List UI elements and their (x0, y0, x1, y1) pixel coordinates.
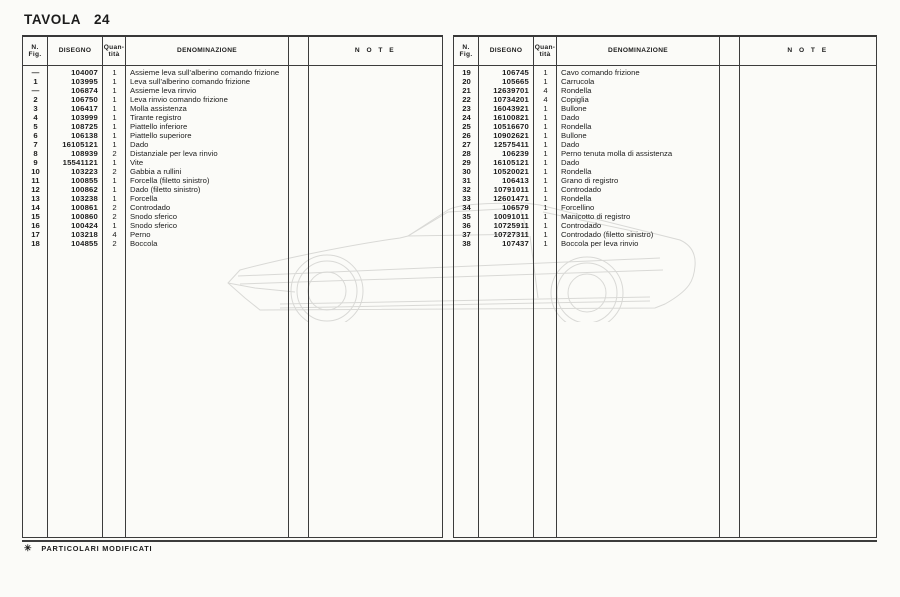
quantity: 1 (112, 113, 117, 122)
part-name: Snodo sferico (130, 212, 178, 221)
quantity: 2 (112, 203, 117, 212)
table-row (23, 86, 442, 95)
fig-number: 1 (33, 77, 38, 86)
fig-number: 27 (462, 140, 471, 149)
quantity: 4 (543, 86, 548, 95)
part-name: Boccola per leva rinvio (561, 239, 639, 248)
part-number: 106579 (502, 203, 529, 212)
part-number: 10091011 (493, 212, 529, 221)
part-name: Dado (561, 158, 580, 167)
table-row (23, 104, 442, 113)
quantity: 1 (543, 212, 548, 221)
part-number: 16100821 (493, 113, 529, 122)
table-row (23, 140, 442, 149)
quantity: 1 (543, 104, 548, 113)
quantity: 1 (543, 131, 548, 140)
quantity: 1 (543, 221, 548, 230)
quantity: 4 (543, 95, 548, 104)
part-name: Copiglia (561, 95, 589, 104)
part-name: Controdado (561, 221, 602, 230)
part-number: 103218 (71, 230, 98, 239)
part-name: Bullone (561, 131, 587, 140)
table-row (23, 149, 442, 158)
part-number: 16105121 (493, 158, 529, 167)
quantity: 4 (112, 230, 117, 239)
part-number: 12601471 (493, 194, 529, 203)
fig-number: 4 (33, 113, 38, 122)
part-name: Distanziale per leva rinvio (130, 149, 218, 158)
fig-number: 30 (462, 167, 471, 176)
table-row (454, 176, 876, 185)
fig-number: 3 (33, 104, 38, 113)
fig-number: 17 (31, 230, 40, 239)
part-name: Gabbia a rullini (130, 167, 182, 176)
part-name: Perno tenuta molla di assistenza (561, 149, 673, 158)
part-name: Rondella (561, 194, 592, 203)
table-row (23, 122, 442, 131)
quantity: 1 (543, 239, 548, 248)
quantity: 1 (543, 176, 548, 185)
table-header (23, 37, 442, 66)
header-note: N O T E (787, 47, 829, 55)
fig-number: — (31, 68, 40, 77)
part-name: Piattello inferiore (130, 122, 188, 131)
part-name: Carrucola (561, 77, 595, 86)
part-number: 105665 (502, 77, 529, 86)
part-name: Rondella (561, 122, 592, 131)
part-name: Manicotto di registro (561, 212, 631, 221)
part-name: Rondella (561, 86, 592, 95)
part-number: 100860 (71, 212, 98, 221)
part-name: Forcella (filetto sinistro) (130, 176, 210, 185)
part-number: 12639701 (493, 86, 529, 95)
fig-number: — (31, 86, 40, 95)
part-number: 104855 (71, 239, 98, 248)
part-name: Forcellino (561, 203, 595, 212)
header-denominazione: DENOMINAZIONE (557, 37, 720, 65)
quantity: 1 (112, 221, 117, 230)
part-number: 100424 (71, 221, 98, 230)
page-bottom-rule (22, 540, 877, 542)
quantity: 1 (543, 77, 548, 86)
part-name: Molla assistenza (130, 104, 187, 113)
quantity: 1 (112, 95, 117, 104)
quantity: 1 (112, 194, 117, 203)
fig-number: 29 (462, 158, 471, 167)
header-disegno: DISEGNO (479, 37, 534, 65)
quantity: 1 (112, 140, 117, 149)
part-number: 108939 (71, 149, 98, 158)
fig-number: 16 (31, 221, 40, 230)
quantity: 1 (543, 185, 548, 194)
quantity: 1 (112, 86, 117, 95)
part-name: Controdado (561, 185, 602, 194)
fig-number: 2 (33, 95, 38, 104)
quantity: 1 (543, 113, 548, 122)
table-row (23, 185, 442, 194)
part-name: Controdado (filetto sinistro) (561, 230, 654, 239)
part-name: Bullone (561, 104, 587, 113)
quantity: 1 (543, 167, 548, 176)
quantity: 1 (543, 122, 548, 131)
fig-number: 23 (462, 104, 471, 113)
table-rows-right (454, 68, 876, 248)
table-row (454, 158, 876, 167)
table-row (23, 212, 442, 221)
table-row (23, 158, 442, 167)
fig-number: 32 (462, 185, 471, 194)
fig-number: 15 (31, 212, 40, 221)
table-row (454, 122, 876, 131)
part-number: 10791011 (493, 185, 529, 194)
part-number: 100861 (71, 203, 98, 212)
fig-number: 12 (31, 185, 40, 194)
table-row (23, 113, 442, 122)
header-blank (289, 37, 309, 65)
table-row (23, 230, 442, 239)
part-number: 107437 (502, 239, 529, 248)
table-row (454, 239, 876, 248)
part-number: 103995 (71, 77, 98, 86)
part-name: Controdado (130, 203, 171, 212)
fig-number: 34 (462, 203, 471, 212)
table-row (23, 203, 442, 212)
part-number: 10520021 (493, 167, 529, 176)
part-number: 108725 (71, 122, 98, 131)
fig-number: 18 (31, 239, 40, 248)
quantity: 2 (112, 212, 117, 221)
quantity: 1 (112, 176, 117, 185)
part-name: Vite (130, 158, 144, 167)
table-row (23, 194, 442, 203)
part-name: Assieme leva rinvio (130, 86, 197, 95)
fig-number: 14 (31, 203, 40, 212)
fig-number: 37 (462, 230, 471, 239)
table-row (454, 185, 876, 194)
fig-number: 28 (462, 149, 471, 158)
table-row (23, 176, 442, 185)
parts-table-right (453, 35, 877, 538)
quantity: 2 (112, 149, 117, 158)
part-name: Assieme leva sull’alberino comando frizione (130, 68, 280, 77)
part-number: 104007 (71, 68, 98, 77)
fig-number: 5 (33, 122, 38, 131)
fig-number: 21 (462, 86, 471, 95)
part-name: Boccola (130, 239, 158, 248)
table-row (454, 230, 876, 239)
part-number: 106413 (502, 176, 529, 185)
fig-number: 7 (33, 140, 38, 149)
header-denominazione: DENOMINAZIONE (126, 37, 289, 65)
part-name: Leva sull’alberino comando frizione (130, 77, 251, 86)
parts-table-left (22, 35, 443, 538)
quantity: 1 (543, 140, 548, 149)
table-row (23, 221, 442, 230)
header-fig: N. Fig. (454, 37, 479, 65)
quantity: 1 (112, 122, 117, 131)
part-number: 106239 (502, 149, 529, 158)
quantity: 1 (112, 158, 117, 167)
quantity: 1 (112, 185, 117, 194)
part-number: 106750 (71, 95, 98, 104)
part-number: 10902621 (493, 131, 529, 140)
header-disegno: DISEGNO (48, 37, 103, 65)
quantity: 1 (543, 68, 548, 77)
header-fig: N. Fig. (23, 37, 48, 65)
part-number: 106745 (502, 68, 529, 77)
fig-number: 19 (462, 68, 471, 77)
part-number: 10727311 (493, 230, 529, 239)
quantity: 2 (112, 239, 117, 248)
header-blank (720, 37, 740, 65)
fig-number: 6 (33, 131, 38, 140)
table-row (23, 131, 442, 140)
table-row (23, 95, 442, 104)
fig-number: 36 (462, 221, 471, 230)
part-name: Cavo comando frizione (561, 68, 640, 77)
part-number: 15541121 (62, 158, 98, 167)
part-name: Forcella (130, 194, 158, 203)
table-row (23, 167, 442, 176)
header-note: N O T E (354, 47, 397, 55)
fig-number: 33 (462, 194, 471, 203)
table-row (454, 167, 876, 176)
part-name: Snodo sferico (130, 221, 178, 230)
fig-number: 25 (462, 122, 471, 131)
header-quantita: Quan- tità (534, 37, 557, 65)
part-number: 10516670 (493, 122, 529, 131)
fig-number: 26 (462, 131, 471, 140)
part-number: 100862 (71, 185, 98, 194)
table-header (454, 37, 876, 66)
quantity: 1 (543, 203, 548, 212)
table-row (454, 149, 876, 158)
part-name: Leva rinvio comando frizione (130, 95, 228, 104)
table-row (23, 77, 442, 86)
table-row (454, 95, 876, 104)
part-name: Perno (130, 230, 151, 239)
part-name: Piattello superiore (130, 131, 192, 140)
quantity: 1 (543, 194, 548, 203)
table-row (454, 203, 876, 212)
table-row (454, 113, 876, 122)
table-rows-left (23, 68, 442, 248)
table-row (23, 239, 442, 248)
part-name: Dado (130, 140, 149, 149)
table-row (454, 86, 876, 95)
table-row (454, 221, 876, 230)
table-row (454, 104, 876, 113)
part-number: 100855 (71, 176, 98, 185)
page-title: TAVOLA 24 (24, 12, 111, 27)
fig-number: 24 (462, 113, 471, 122)
quantity: 1 (543, 158, 548, 167)
header-quantita: Quan- tità (103, 37, 126, 65)
table-row (454, 194, 876, 203)
part-number: 10725911 (493, 221, 529, 230)
table-row (454, 131, 876, 140)
quantity: 1 (543, 149, 548, 158)
page-footer (24, 544, 152, 553)
part-number: 12575411 (493, 140, 529, 149)
table-row (454, 77, 876, 86)
fig-number: 8 (33, 149, 38, 158)
part-name: Rondella (561, 167, 592, 176)
table-row (454, 68, 876, 77)
part-number: 16105121 (62, 140, 98, 149)
fig-number: 38 (462, 239, 471, 248)
fig-number: 22 (462, 95, 471, 104)
fig-number: 20 (462, 77, 471, 86)
part-number: 10734201 (493, 95, 529, 104)
quantity: 1 (112, 131, 117, 140)
fig-number: 13 (31, 194, 40, 203)
fig-number: 31 (462, 176, 471, 185)
part-name: Dado (561, 113, 580, 122)
part-name: Tirante registro (130, 113, 182, 122)
fig-number: 9 (33, 158, 38, 167)
asterisk-icon: ✳ (24, 543, 33, 553)
part-name: Dado (561, 140, 580, 149)
fig-number: 10 (31, 167, 40, 176)
quantity: 1 (112, 77, 117, 86)
part-name: Grano di registro (561, 176, 619, 185)
part-number: 16043921 (493, 104, 529, 113)
table-row (454, 140, 876, 149)
footer-label: PARTICOLARI MODIFICATI (41, 544, 153, 553)
part-number: 106874 (71, 86, 98, 95)
quantity: 1 (543, 230, 548, 239)
part-number: 103238 (71, 194, 98, 203)
table-row (23, 68, 442, 77)
part-number: 103999 (71, 113, 98, 122)
table-row (454, 212, 876, 221)
quantity: 2 (112, 167, 117, 176)
fig-number: 11 (31, 176, 40, 185)
fig-number: 35 (462, 212, 471, 221)
part-name: Dado (filetto sinistro) (130, 185, 201, 194)
part-number: 103223 (71, 167, 98, 176)
quantity: 1 (112, 68, 117, 77)
quantity: 1 (112, 104, 117, 113)
part-number: 106417 (71, 104, 98, 113)
part-number: 106138 (71, 131, 98, 140)
